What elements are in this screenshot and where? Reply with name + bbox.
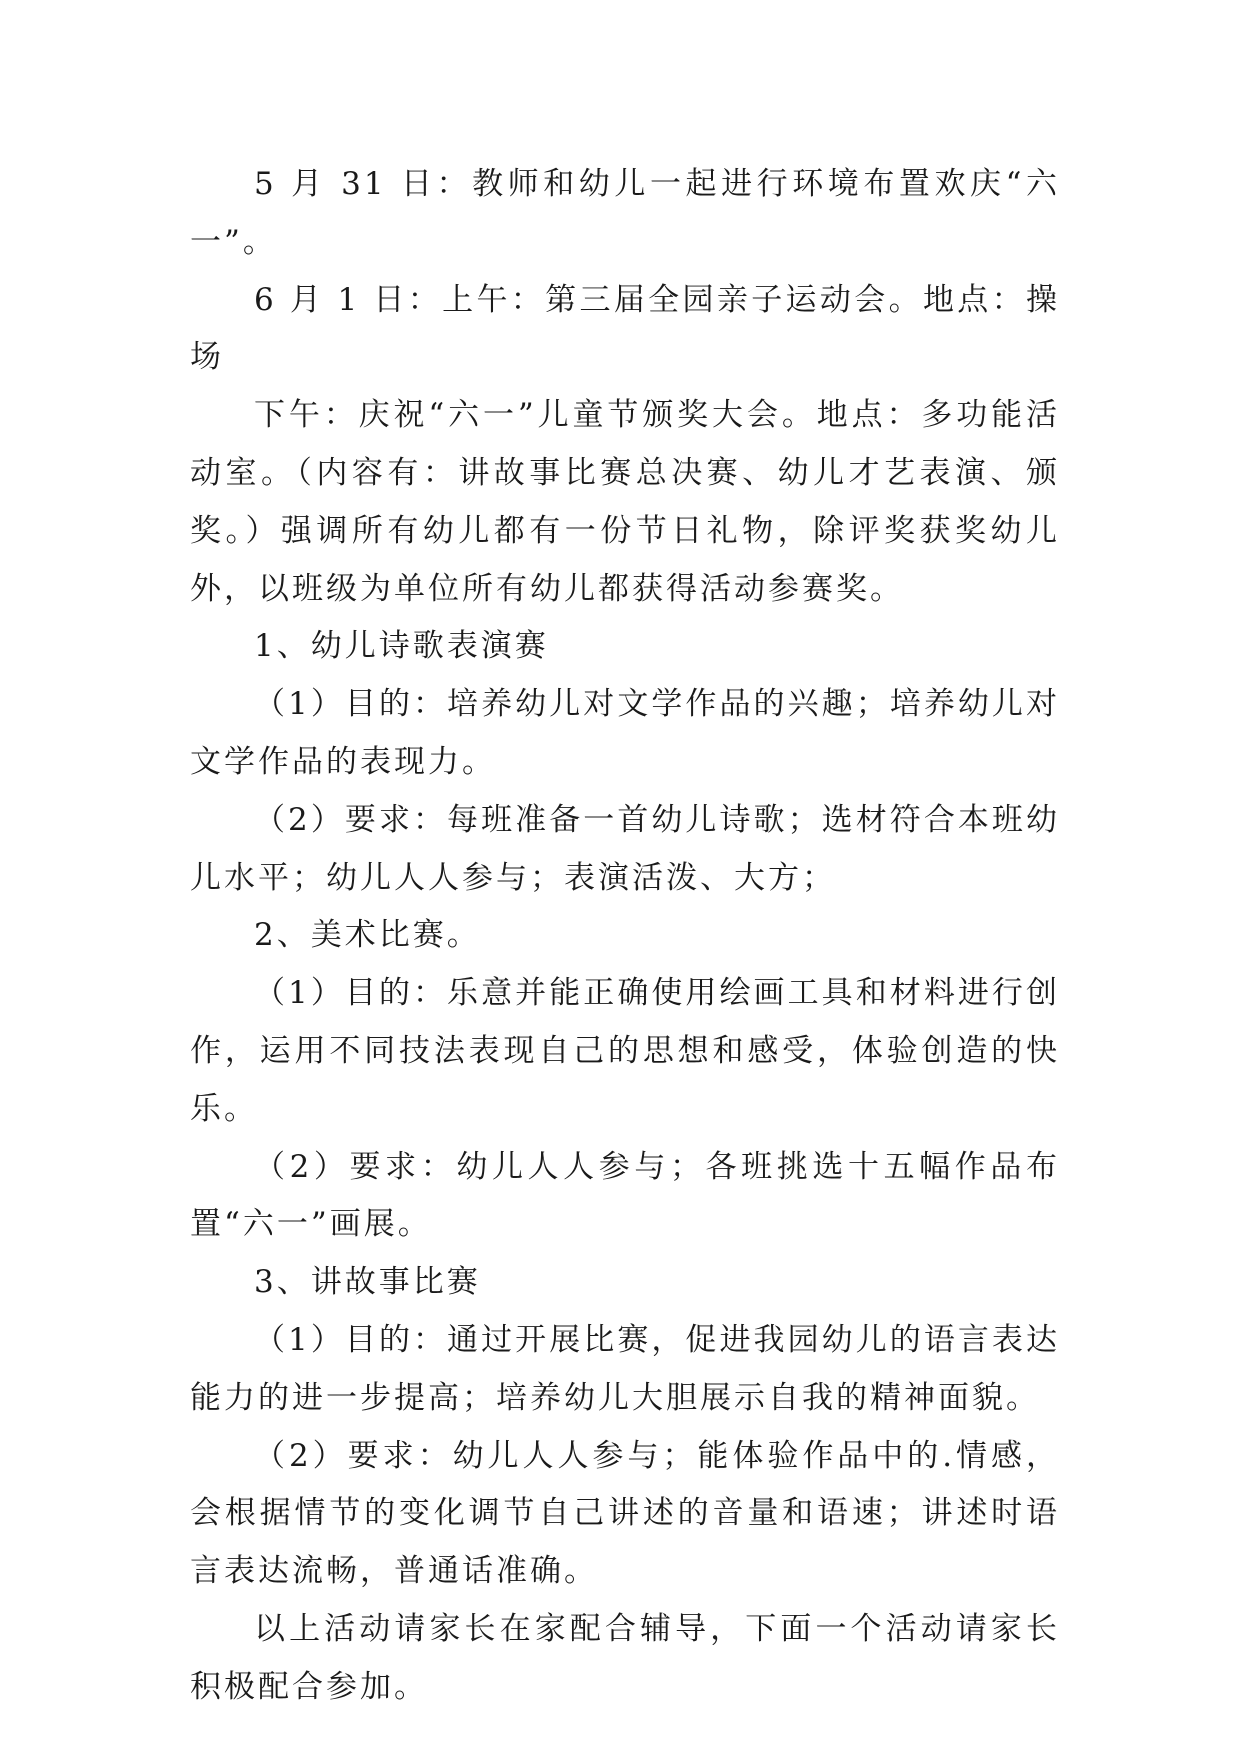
- paragraph-art-requirements: （2）要求：幼儿人人参与；各班挑选十五幅作品布置“六一”画展。: [190, 1148, 1060, 1243]
- paragraph-may-31: 5 月 31 日：教师和幼儿一起进行环境布置欢庆“六一”。: [190, 166, 1060, 260]
- paragraph-art-purpose: （1）目的：乐意并能正确使用绘画工具和材料进行创作，运用不同技法表现自己的思想和感受，体验创造的快乐。: [190, 975, 1060, 1127]
- paragraph-closing-note: 以上活动请家长在家配合辅导，下面一个活动请家长积极配合参加。: [190, 1610, 1060, 1705]
- heading-poetry-contest: 1、幼儿诗歌表演赛: [254, 628, 549, 665]
- paragraph-june-1-morning: 6 月 1 日：上午：第三届全园亲子运动会。地点：操场: [190, 281, 1060, 376]
- document-body: [190, 156, 1060, 1717]
- paragraph-june-1-afternoon: 下午：庆祝“六一”儿童节颁奖大会。地点：多功能活动室。（内容有：讲故事比赛总决赛、幼儿才艺表演、颁奖。）强调所有幼儿都有一份节日礼物，除评奖获奖幼儿外，以班级为单位所有幼儿都获得活动参赛奖。: [190, 397, 1060, 607]
- paragraph-storytelling-requirements: （2）要求：幼儿人人参与；能体验作品中的.情感，会根据情节的变化调节自己讲述的音量和语速；讲述时语言表达流畅，普通话准确。: [190, 1437, 1060, 1590]
- paragraph-poetry-requirements: （2）要求：每班准备一首幼儿诗歌；选材符合本班幼儿水平；幼儿人人参与；表演活泼、大方；: [190, 801, 1060, 896]
- heading-art-contest: 2、美术比赛。: [254, 917, 481, 954]
- paragraph-storytelling-purpose: （1）目的：通过开展比赛，促进我园幼儿的语言表达能力的进一步提高；培养幼儿大胆展示自我的精神面貌。: [190, 1321, 1060, 1416]
- paragraph-poetry-purpose: （1）目的：培养幼儿对文学作品的兴趣；培养幼儿对文学作品的表现力。: [190, 686, 1060, 780]
- heading-storytelling-contest: 3、讲故事比赛: [254, 1264, 481, 1301]
